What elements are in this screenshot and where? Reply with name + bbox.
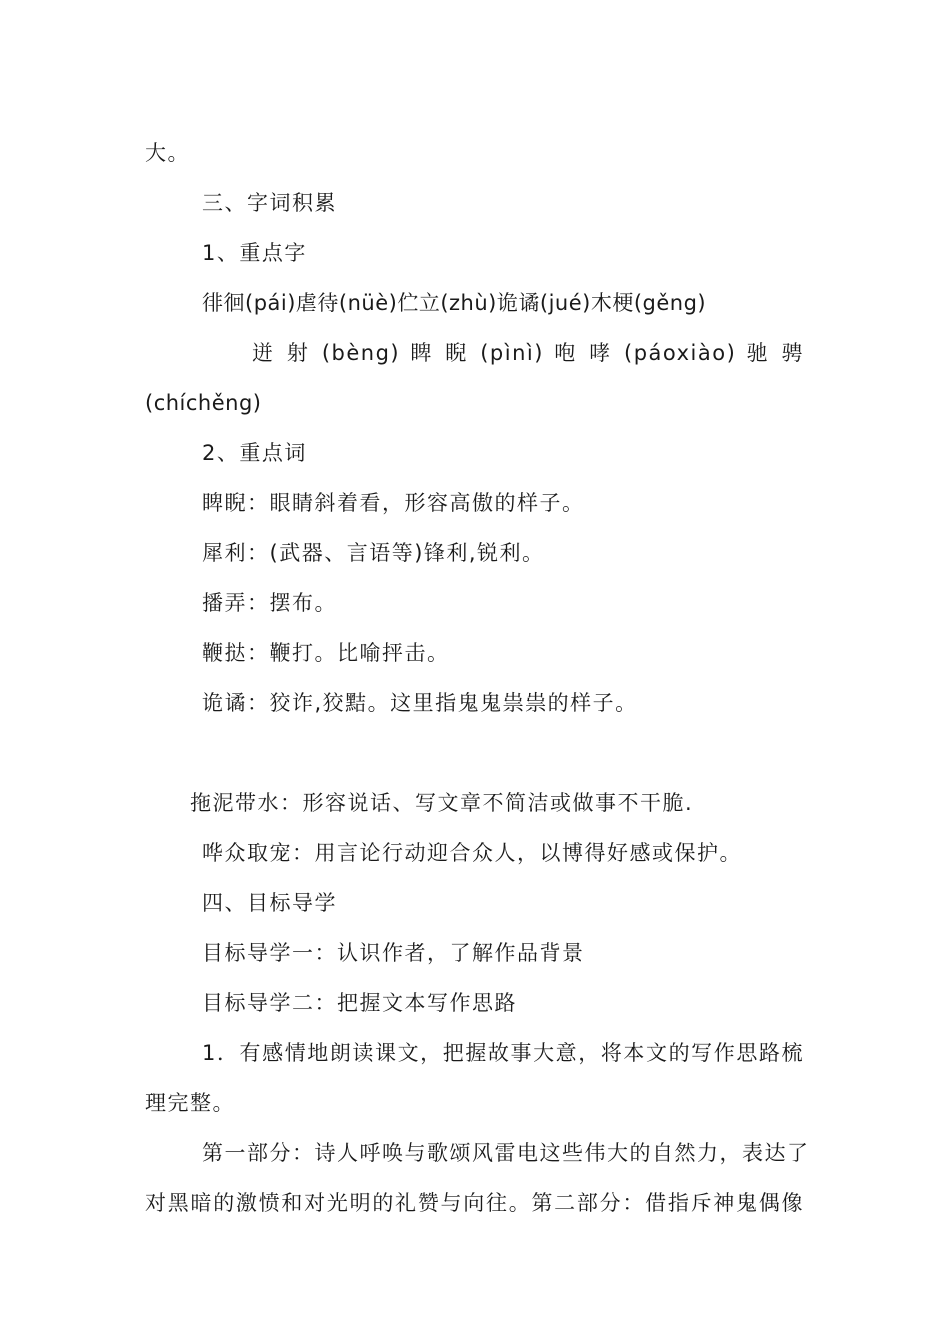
- paragraph-line: 理完整。: [145, 1091, 235, 1115]
- definition-line: 拖泥带水：形容说话、写文章不简洁或做事不干脆.: [190, 791, 694, 815]
- definition-line: 哗众取宠：用言论行动迎合众人，以博得好感或保护。: [202, 841, 742, 865]
- subsection-heading: 2、重点词: [202, 441, 307, 465]
- paragraph-line: 对黑暗的激愤和对光明的礼赞与向往。第二部分：借指斥神鬼偶像: [145, 1191, 804, 1215]
- paragraph-line: 大。: [145, 141, 190, 165]
- definition-line: 播弄：摆布。: [202, 591, 337, 615]
- pinyin-line: (chíchěng): [145, 391, 262, 415]
- definition-line: 鞭挞：鞭打。比喻抨击。: [202, 641, 450, 665]
- paragraph-line: 目标导学二：把握文本写作思路: [202, 991, 517, 1015]
- definition-line: 睥睨：眼睛斜着看，形容高傲的样子。: [202, 491, 585, 515]
- paragraph-line: 目标导学一：认识作者，了解作品背景: [202, 941, 585, 965]
- paragraph-line: 第一部分：诗人呼唤与歌颂风雷电这些伟大的自然力，表达了: [202, 1141, 810, 1165]
- section-heading: 三、字词积累: [202, 191, 337, 215]
- subsection-heading: 1、重点字: [202, 241, 307, 265]
- pinyin-line: 迸 射 (bèng) 睥 睨 (pìnì) 咆 哮 (páoxiào) 驰 骋: [252, 341, 804, 365]
- paragraph-line: 1．有感情地朗读课文，把握故事大意，将本文的写作思路梳: [202, 1041, 804, 1065]
- section-heading: 四、目标导学: [202, 891, 337, 915]
- definition-line: 犀利：(武器、言语等)锋利,锐利。: [202, 541, 545, 565]
- pinyin-line: 徘徊(pái)虐待(nüè)伫立(zhù)诡谲(jué)木梗(gěng): [202, 291, 707, 315]
- definition-line: 诡谲：狡诈,狡黠。这里指鬼鬼祟祟的样子。: [202, 691, 638, 715]
